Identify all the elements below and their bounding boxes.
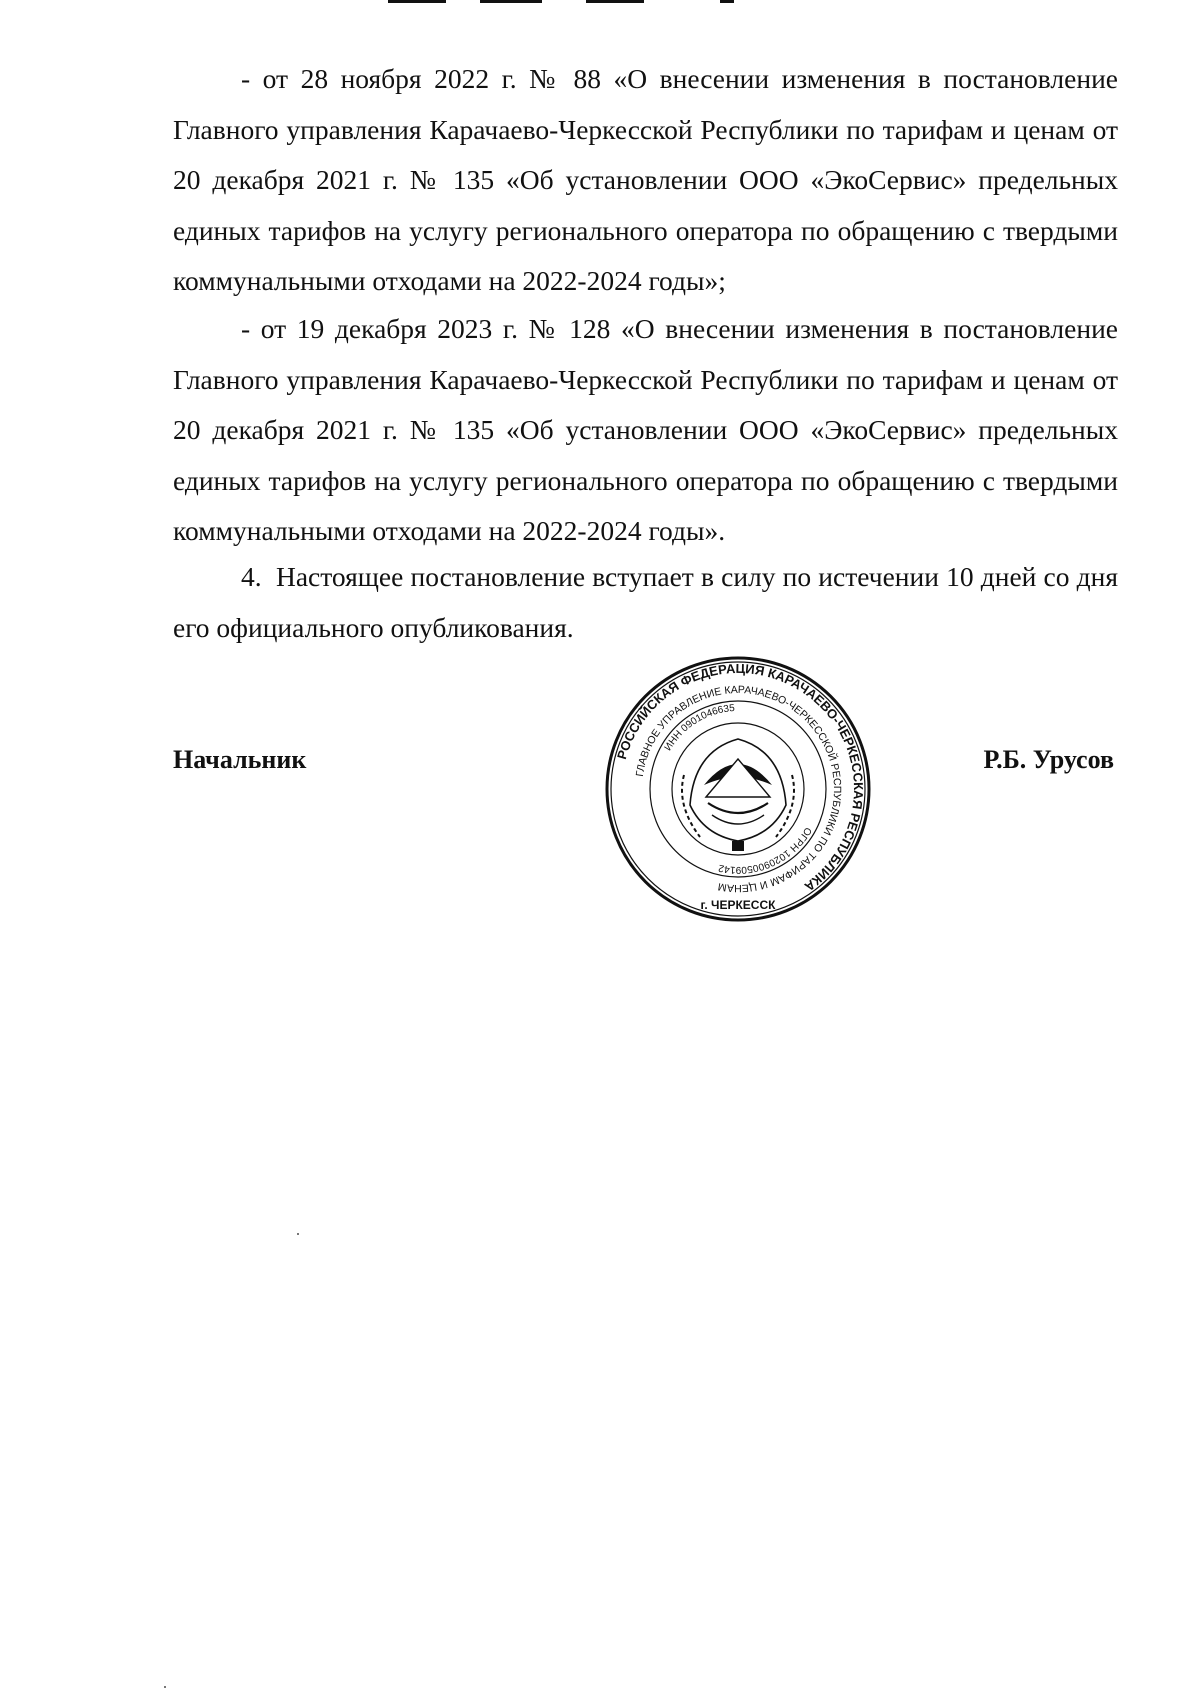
top-edge-marks (0, 0, 1200, 6)
seal-city: г. ЧЕРКЕССК (700, 898, 776, 912)
seal-ogrn: ОГРН 1020900509142 (717, 825, 814, 876)
scan-speck (164, 1686, 166, 1688)
official-seal (604, 655, 872, 923)
paragraph-text: - от 28 ноября 2022 г. № 88 «О внесении изменения в постановление Главного управления Карачаево-Черкесской Республики по тарифам и ценам от 20 декабря 2021 г. № 135 «Об установлении ООО «ЭкоСервис» предельных единых тарифов на услугу регионального оператора по обращению с твердыми коммунальными отходами на 2022-2024 годы»; (173, 63, 1118, 296)
paragraph-amendment-2022 (173, 54, 1118, 307)
seal-inner-text: ГЛАВНОЕ УПРАВЛЕНИЕ КАРАЧАЕВО-ЧЕРКЕССКОЙ РЕСПУБЛИКИ ПО ТАРИФАМ И ЦЕНАМ (633, 683, 844, 895)
paragraph-text: - от 19 декабря 2023 г. № 128 «О внесении изменения в постановление Главного управления Карачаево-Черкесской Республики по тарифам и ценам от 20 декабря 2021 г. № 135 «Об установлении ООО «ЭкоСервис» предельных единых тарифов на услугу регионального оператора по обращению с твердыми коммунальными отходами на 2022-2024 годы». (173, 313, 1118, 546)
top-mark (480, 0, 542, 3)
seal-inn: ИНН 0901046635 (662, 703, 736, 753)
top-mark (388, 0, 446, 3)
seal-outer-text: РОССИЙСКАЯ ФЕДЕРАЦИЯ КАРАЧАЕВО-ЧЕРКЕССКАЯ РЕСПУБЛИКА (614, 660, 867, 895)
top-mark (586, 0, 644, 3)
paragraph-amendment-2023 (173, 304, 1118, 557)
paragraph-text: Настоящее постановление вступает в силу по истечении 10 дней со дня его официального опубликования. (173, 561, 1119, 643)
scan-speck (297, 1233, 299, 1235)
paragraph-number: 4. (241, 561, 262, 592)
seal-emblem (682, 739, 794, 851)
paragraph-effective-date (173, 552, 1118, 653)
top-mark (720, 0, 734, 3)
signatory-name: Р.Б. Урусов (983, 745, 1114, 774)
signatory-title: Начальник (173, 745, 307, 774)
